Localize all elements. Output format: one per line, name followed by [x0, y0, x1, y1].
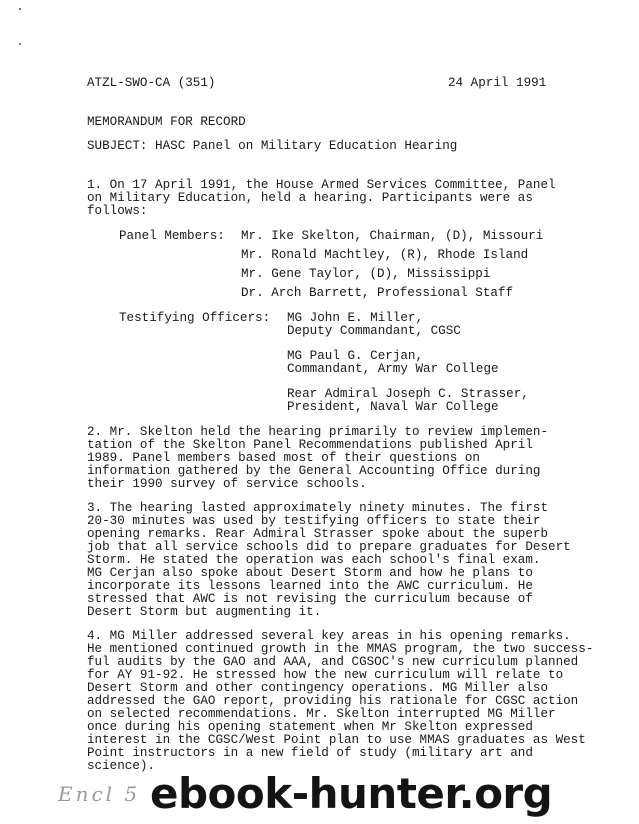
paragraph-line: Desert Storm and other contingency operations. MG Miller also [87, 681, 549, 695]
paragraph-line: once during his opening statement when Mr Skelton expressed [87, 720, 533, 734]
watermark-text: ebook-hunter.org [150, 769, 553, 818]
paragraph-line: job that all service schools did to prepare graduates for Desert [87, 540, 571, 554]
scan-speck [19, 43, 21, 45]
officer-title: Deputy Commandant, CGSC [287, 324, 461, 338]
office-symbol: ATZL-SWO-CA (351) [87, 76, 216, 90]
paragraph-line: Point instructors in a new field of study (military art and [87, 746, 533, 760]
paragraph-line: He mentioned continued growth in the MMAS program, the two success- [87, 642, 594, 656]
paragraph-line: science). [87, 759, 156, 773]
paragraph-line: on selected recommendations. Mr. Skelton interrupted MG Miller [87, 707, 556, 721]
paragraph-line: 1989. Panel members based most of their questions on [87, 451, 480, 465]
testifying-officers-label: Testifying Officers: [119, 311, 271, 325]
officer-name: Rear Admiral Joseph C. Strasser, [287, 387, 529, 401]
paragraph-line: information gathered by the General Accounting Office during [87, 464, 541, 478]
memo-date: 24 April 1991 [448, 76, 547, 90]
panel-members-label: Panel Members: [119, 229, 225, 243]
paragraph-line: 20-30 minutes was used by testifying officers to state their [87, 514, 541, 528]
paragraph-line: Desert Storm but augmenting it. [87, 605, 322, 619]
panel-member: Mr. Ike Skelton, Chairman, (D), Missouri [241, 229, 544, 243]
officer-name: MG Paul G. Cerjan, [287, 349, 424, 363]
paragraph-line: 1. On 17 April 1991, the House Armed Services Committee, Panel [87, 178, 556, 192]
panel-member: Dr. Arch Barrett, Professional Staff [241, 286, 514, 300]
paragraph-line: for AY 91-92. He stressed how the new curriculum will relate to [87, 668, 564, 682]
paragraph-line: 4. MG Miller addressed several key areas in his opening remarks. [87, 629, 571, 643]
memo-subject: SUBJECT: HASC Panel on Military Education Hearing [87, 139, 458, 153]
paragraph-line: addressed the GAO report, providing his rationale for CGSC action [87, 694, 579, 708]
paragraph-line: on Military Education, held a hearing. Participants were as [87, 191, 533, 205]
paragraph-line: MG Cerjan also spoke about Desert Storm and how he plans to [87, 566, 533, 580]
paragraph-line: interest in the CGSC/West Point plan to use MMAS graduates as West [87, 733, 586, 747]
officer-title: Commandant, Army War College [287, 362, 499, 376]
paragraph-line: stressed that AWC is not revising the curriculum because of [87, 592, 533, 606]
panel-member: Mr. Ronald Machtley, (R), Rhode Island [241, 248, 529, 262]
paragraph-line: their 1990 survey of service schools. [87, 477, 367, 491]
paragraph-line: follows: [87, 204, 148, 218]
paragraph-line: ful audits by the GAO and AAA, and CGSOC's new curriculum planned [87, 655, 579, 669]
panel-member: Mr. Gene Taylor, (D), Mississippi [241, 267, 491, 281]
memo-type: MEMORANDUM FOR RECORD [87, 115, 246, 129]
paragraph-line: tation of the Skelton Panel Recommendations published April [87, 438, 533, 452]
officer-title: President, Naval War College [287, 400, 499, 414]
paragraph-line: incorporate its lessons learned into the AWC curriculum. He [87, 579, 533, 593]
scan-speck [19, 8, 21, 10]
paragraph-line: 2. Mr. Skelton held the hearing primarily to review implemen- [87, 425, 549, 439]
paragraph-line: opening remarks. Rear Admiral Strasser spoke about the superb [87, 527, 549, 541]
paragraph-line: Storm. He stated the operation was each school's final exam. [87, 553, 541, 567]
handwritten-enclosure-note: Encl 5 [58, 782, 141, 806]
officer-name: MG John E. Miller, [287, 311, 424, 325]
paragraph-line: 3. The hearing lasted approximately ninety minutes. The first [87, 501, 549, 515]
